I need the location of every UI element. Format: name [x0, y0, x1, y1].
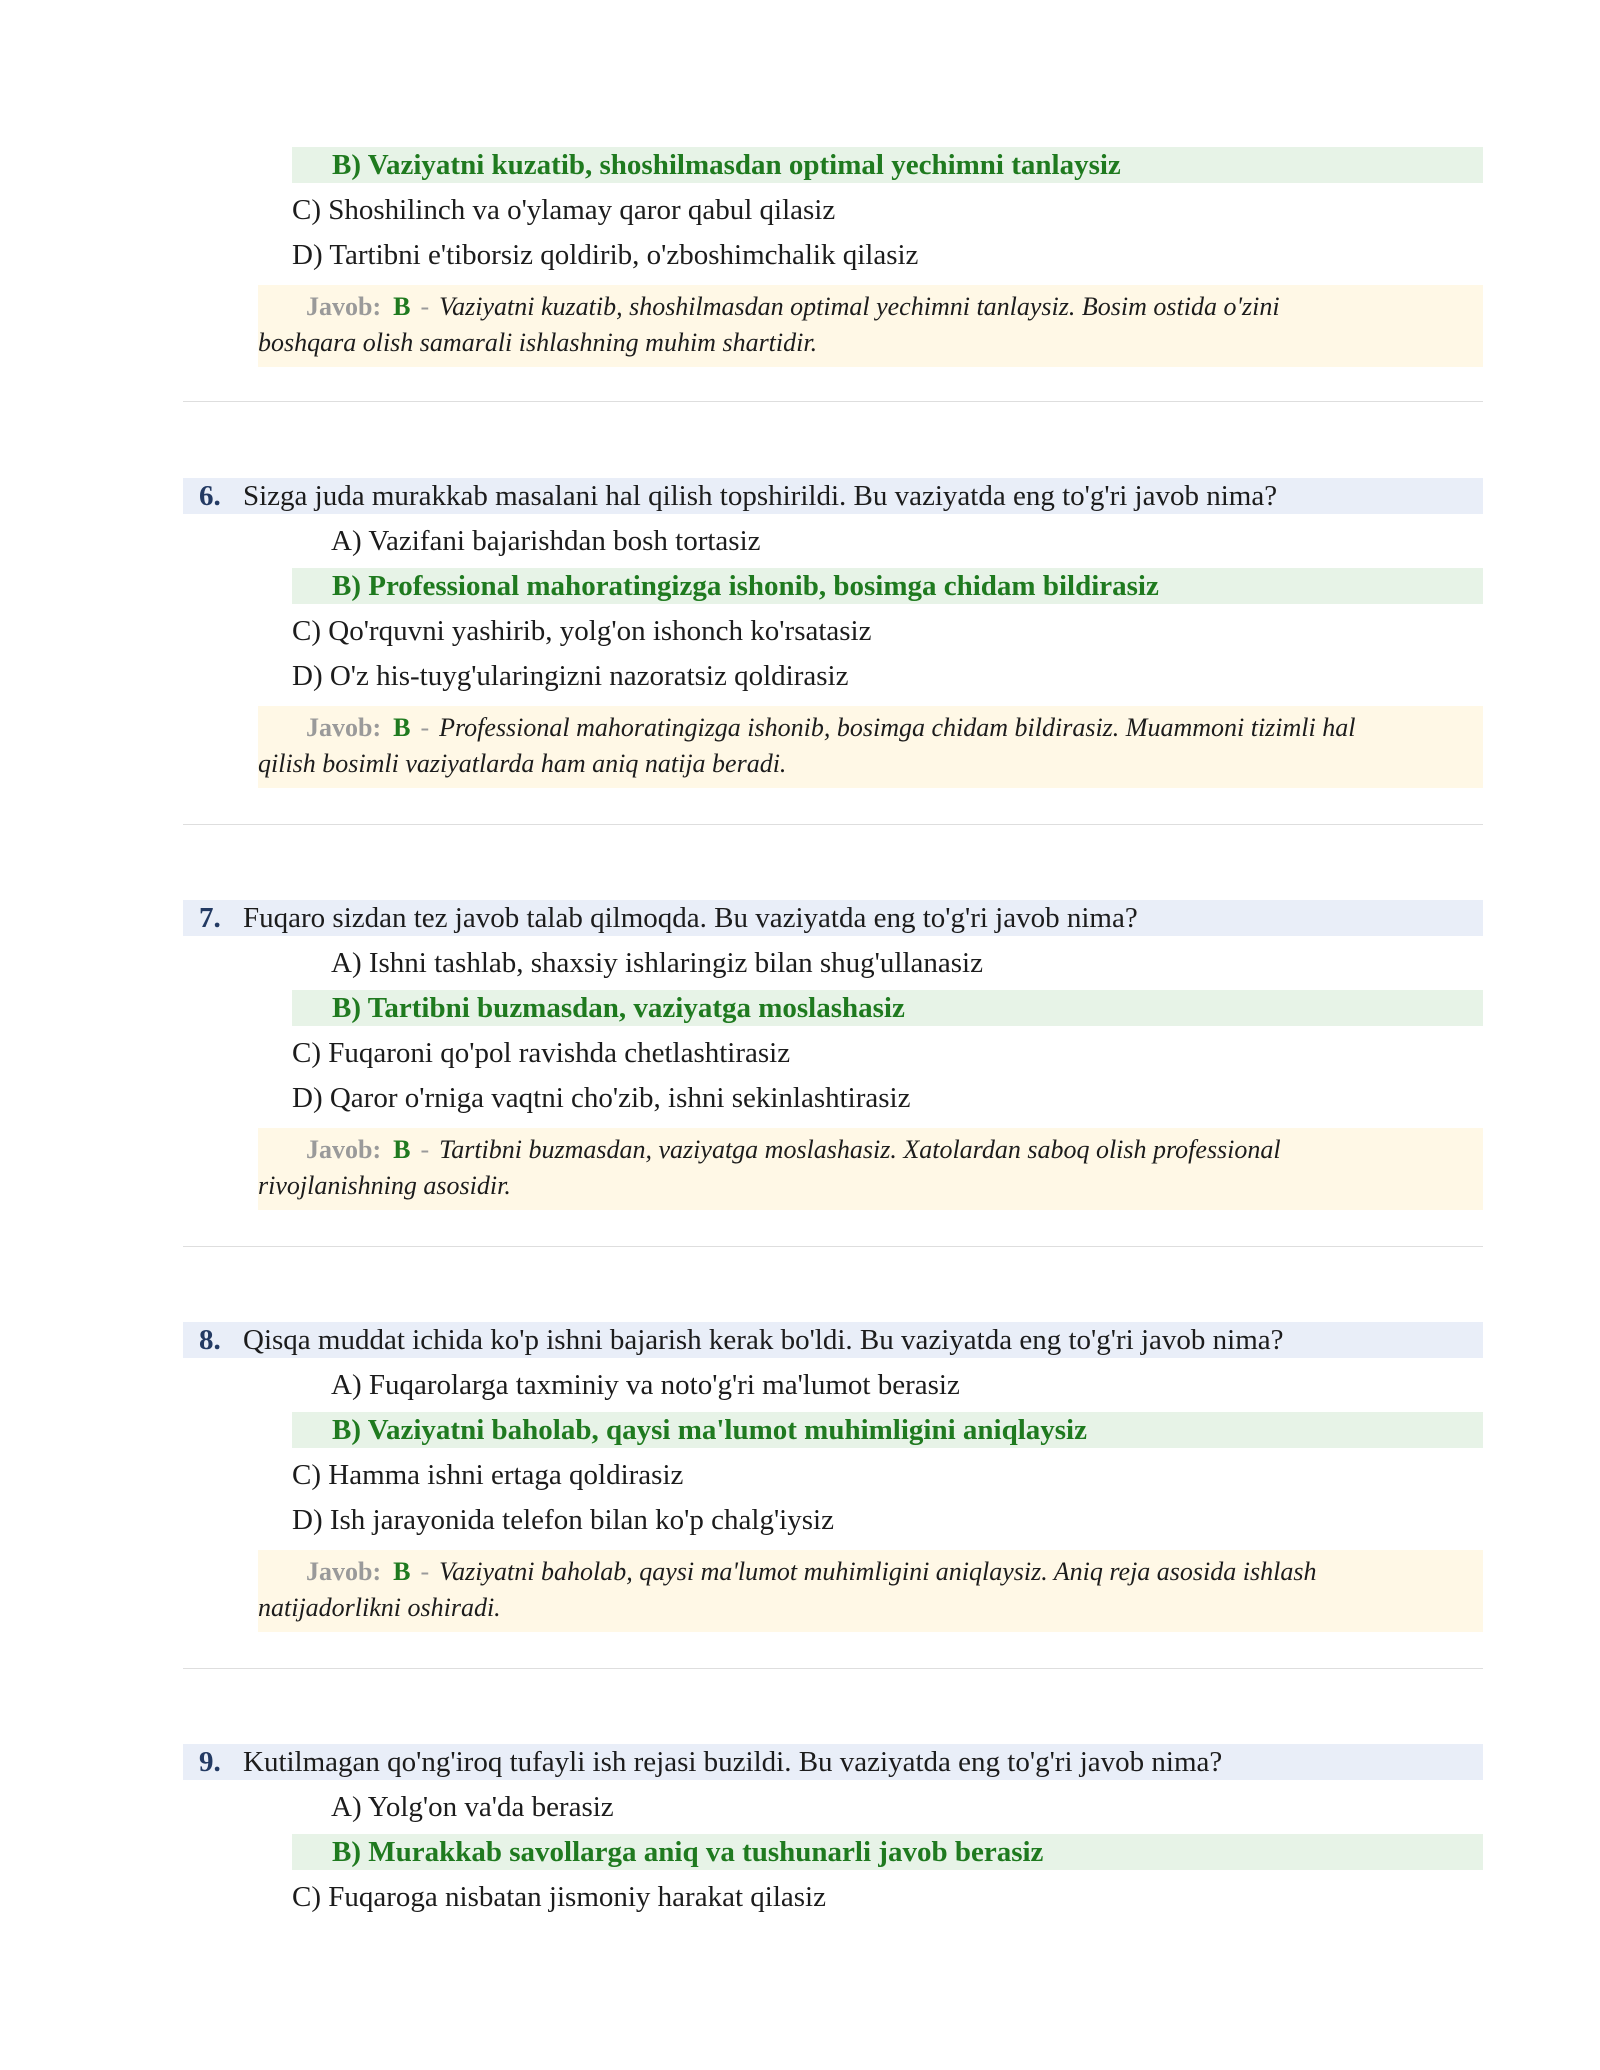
- option[interactable]: A) Yolg'on va'da berasiz: [331, 1791, 614, 1823]
- section-divider: [183, 824, 1483, 825]
- answer-text: Tartibni buzmasdan, vaziyatga moslashasiz. Xatolardan saboq olish professional: [439, 1135, 1281, 1164]
- answer-label: Javob:: [306, 1557, 382, 1586]
- option[interactable]: D) O'z his-tuyg'ularingizni nazoratsiz qoldirasiz: [292, 660, 849, 692]
- question-number: 7.: [199, 902, 221, 934]
- answer-label: Javob:: [306, 1135, 382, 1164]
- answer-text: Professional mahoratingizga ishonib, bosimga chidam bildirasiz. Muammoni tizimli hal: [439, 713, 1356, 742]
- option[interactable]: C) Fuqaroni qo'pol ravishda chetlashtirasiz: [292, 1037, 791, 1069]
- option[interactable]: C) Shoshilinch va o'ylamay qaror qabul qilasiz: [292, 194, 836, 226]
- option[interactable]: A) Fuqarolarga taxminiy va noto'g'ri ma'lumot berasiz: [331, 1369, 960, 1401]
- answer-label: Javob:: [306, 713, 382, 742]
- answer-explanation: [258, 1550, 1483, 1632]
- answer-letter: B: [393, 1557, 411, 1586]
- option[interactable]: A) Ishni tashlab, shaxsiy ishlaringiz bilan shug'ullanasiz: [331, 947, 983, 979]
- answer-dash: -: [420, 713, 430, 742]
- option[interactable]: C) Fuqaroga nisbatan jismoniy harakat qilasiz: [292, 1881, 826, 1913]
- option[interactable]: C) Qo'rquvni yashirib, yolg'on ishonch ko'rsatasiz: [292, 615, 872, 647]
- question-number: 8.: [199, 1324, 221, 1356]
- question-header: [183, 478, 1483, 514]
- option-correct[interactable]: B) Vaziyatni baholab, qaysi ma'lumot muhimligini aniqlaysiz: [292, 1412, 1483, 1448]
- answer-explanation: [258, 285, 1483, 367]
- question-number: 6.: [199, 480, 221, 512]
- answer-letter: B: [393, 713, 411, 742]
- answer-dash: -: [420, 292, 430, 321]
- answer-dash: -: [420, 1557, 430, 1586]
- question-text: Qisqa muddat ichida ko'p ishni bajarish kerak bo'ldi. Bu vaziyatda eng to'g'ri javob nima?: [243, 1324, 1284, 1356]
- section-divider: [183, 1668, 1483, 1669]
- answer-explanation: [258, 706, 1483, 788]
- question-number: 9.: [199, 1746, 221, 1778]
- question-header: [183, 1322, 1483, 1358]
- answer-text-continued: qilish bosimli vaziyatlarda ham aniq natija beradi.: [258, 749, 787, 778]
- answer-text: Vaziyatni baholab, qaysi ma'lumot muhimligini aniqlaysiz. Aniq reja asosida ishlash: [439, 1557, 1317, 1586]
- section-divider: [183, 401, 1483, 402]
- option-correct[interactable]: B) Professional mahoratingizga ishonib, bosimga chidam bildirasiz: [292, 568, 1483, 604]
- option[interactable]: A) Vazifani bajarishdan bosh tortasiz: [331, 525, 761, 557]
- question-header: [183, 900, 1483, 936]
- answer-text-continued: natijadorlikni oshiradi.: [258, 1593, 501, 1622]
- option[interactable]: D) Qaror o'rniga vaqtni cho'zib, ishni sekinlashtirasiz: [292, 1082, 911, 1114]
- question-text: Kutilmagan qo'ng'iroq tufayli ish rejasi buzildi. Bu vaziyatda eng to'g'ri javob nima?: [243, 1746, 1223, 1778]
- answer-explanation: [258, 1128, 1483, 1210]
- option-correct[interactable]: B) Murakkab savollarga aniq va tushunarli javob berasiz: [292, 1834, 1483, 1870]
- section-divider: [183, 1246, 1483, 1247]
- answer-text-continued: boshqara olish samarali ishlashning muhim shartidir.: [258, 328, 818, 357]
- question-text: Sizga juda murakkab masalani hal qilish topshirildi. Bu vaziyatda eng to'g'ri javob nima?: [243, 480, 1278, 512]
- answer-letter: B: [393, 1135, 411, 1164]
- option[interactable]: D) Ish jarayonida telefon bilan ko'p chalg'iysiz: [292, 1504, 834, 1536]
- answer-dash: -: [420, 1135, 430, 1164]
- answer-letter: B: [393, 292, 411, 321]
- option[interactable]: D) Tartibni e'tiborsiz qoldirib, o'zboshimchalik qilasiz: [292, 239, 919, 271]
- answer-text-continued: rivojlanishning asosidir.: [258, 1171, 511, 1200]
- option[interactable]: C) Hamma ishni ertaga qoldirasiz: [292, 1459, 684, 1491]
- option-correct[interactable]: B) Tartibni buzmasdan, vaziyatga moslashasiz: [292, 990, 1483, 1026]
- answer-text: Vaziyatni kuzatib, shoshilmasdan optimal yechimni tanlaysiz. Bosim ostida o'zini: [439, 292, 1280, 321]
- option-correct[interactable]: B) Vaziyatni kuzatib, shoshilmasdan optimal yechimni tanlaysiz: [292, 147, 1483, 183]
- question-header: [183, 1744, 1483, 1780]
- question-text: Fuqaro sizdan tez javob talab qilmoqda. Bu vaziyatda eng to'g'ri javob nima?: [243, 902, 1138, 934]
- answer-label: Javob:: [306, 292, 382, 321]
